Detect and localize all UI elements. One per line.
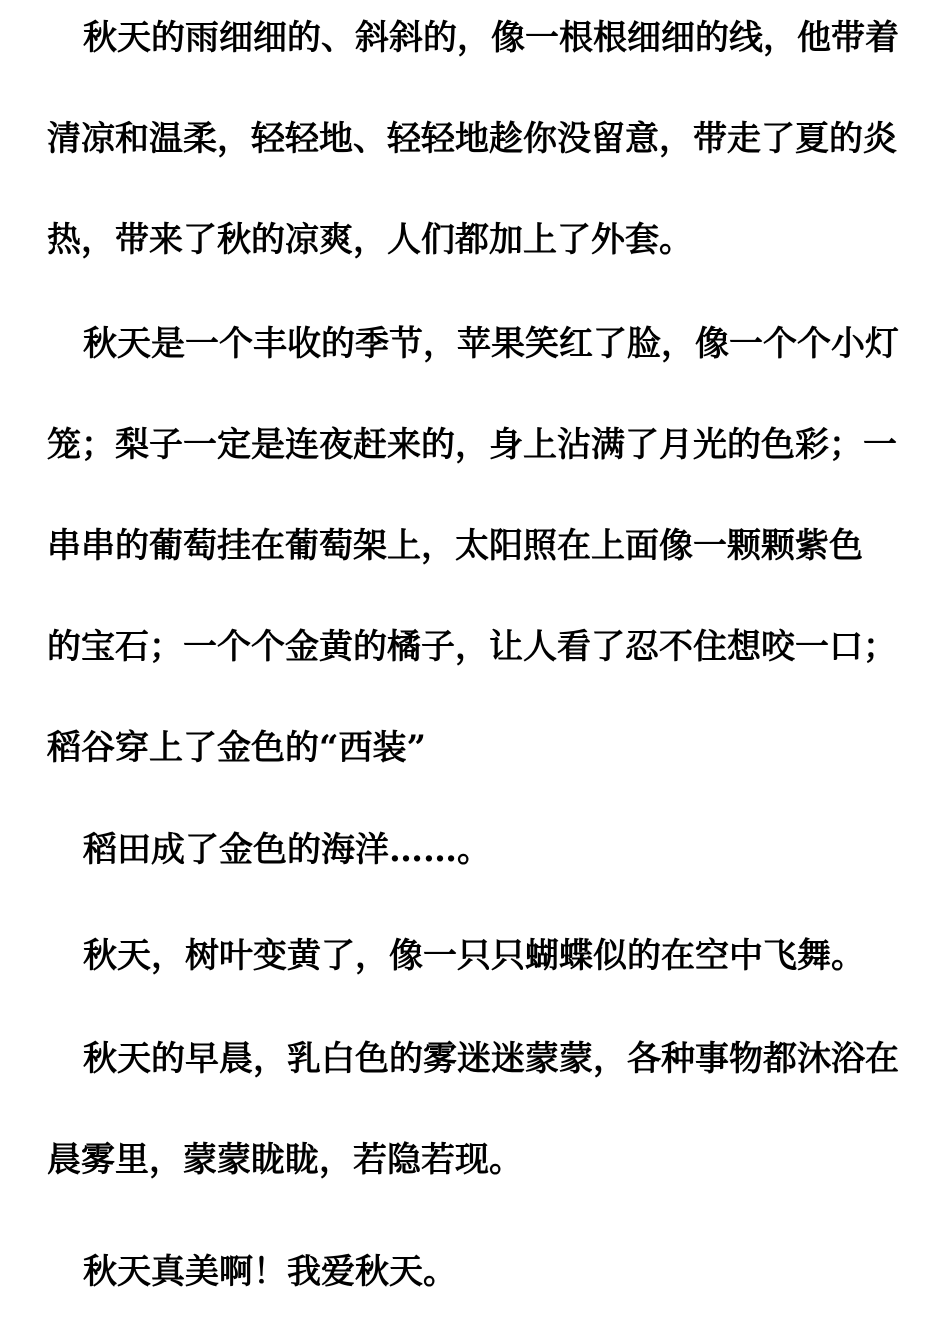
text-line: 秋天，树叶变黄了，像一只只蝴蝶似的在空中飞舞。: [83, 936, 865, 976]
paragraph-harvest: [47, 294, 907, 799]
paragraph-rice-field: [47, 800, 907, 901]
text-line: 串串的葡萄挂在葡萄架上，太阳照在上面像一颗颗紫色: [47, 526, 863, 566]
text-line: 秋天真美啊！我爱秋天。: [83, 1252, 457, 1292]
text-line: 晨雾里，蒙蒙眬眬，若隐若现。: [47, 1140, 523, 1180]
text-line: 秋天的雨细细的、斜斜的，像一根根细细的线，他带着: [83, 18, 899, 58]
text-line: 秋天是一个丰收的季节，苹果笑红了脸，像一个个小灯: [83, 324, 899, 364]
text-line: 稻谷穿上了金色的“西装”: [47, 728, 427, 768]
text-line: 清凉和温柔，轻轻地、轻轻地趁你没留意，带走了夏的炎: [47, 119, 897, 159]
text-line: 稻田成了金色的海洋……。: [83, 830, 491, 870]
text-line: 笼；梨子一定是连夜赶来的，身上沾满了月光的色彩；一: [47, 425, 897, 465]
paragraph-leaves: [47, 906, 907, 1007]
text-line: 秋天的早晨，乳白色的雾迷迷蒙蒙，各种事物都沐浴在: [83, 1039, 899, 1079]
text-line: 热，带来了秋的凉爽，人们都加上了外套。: [47, 220, 693, 260]
paragraph-closing: [47, 1222, 907, 1323]
paragraph-morning-fog: [47, 1009, 907, 1211]
paragraph-autumn-rain: [47, 0, 907, 291]
text-line: 的宝石；一个个金黄的橘子，让人看了忍不住想咬一口；: [47, 627, 897, 667]
